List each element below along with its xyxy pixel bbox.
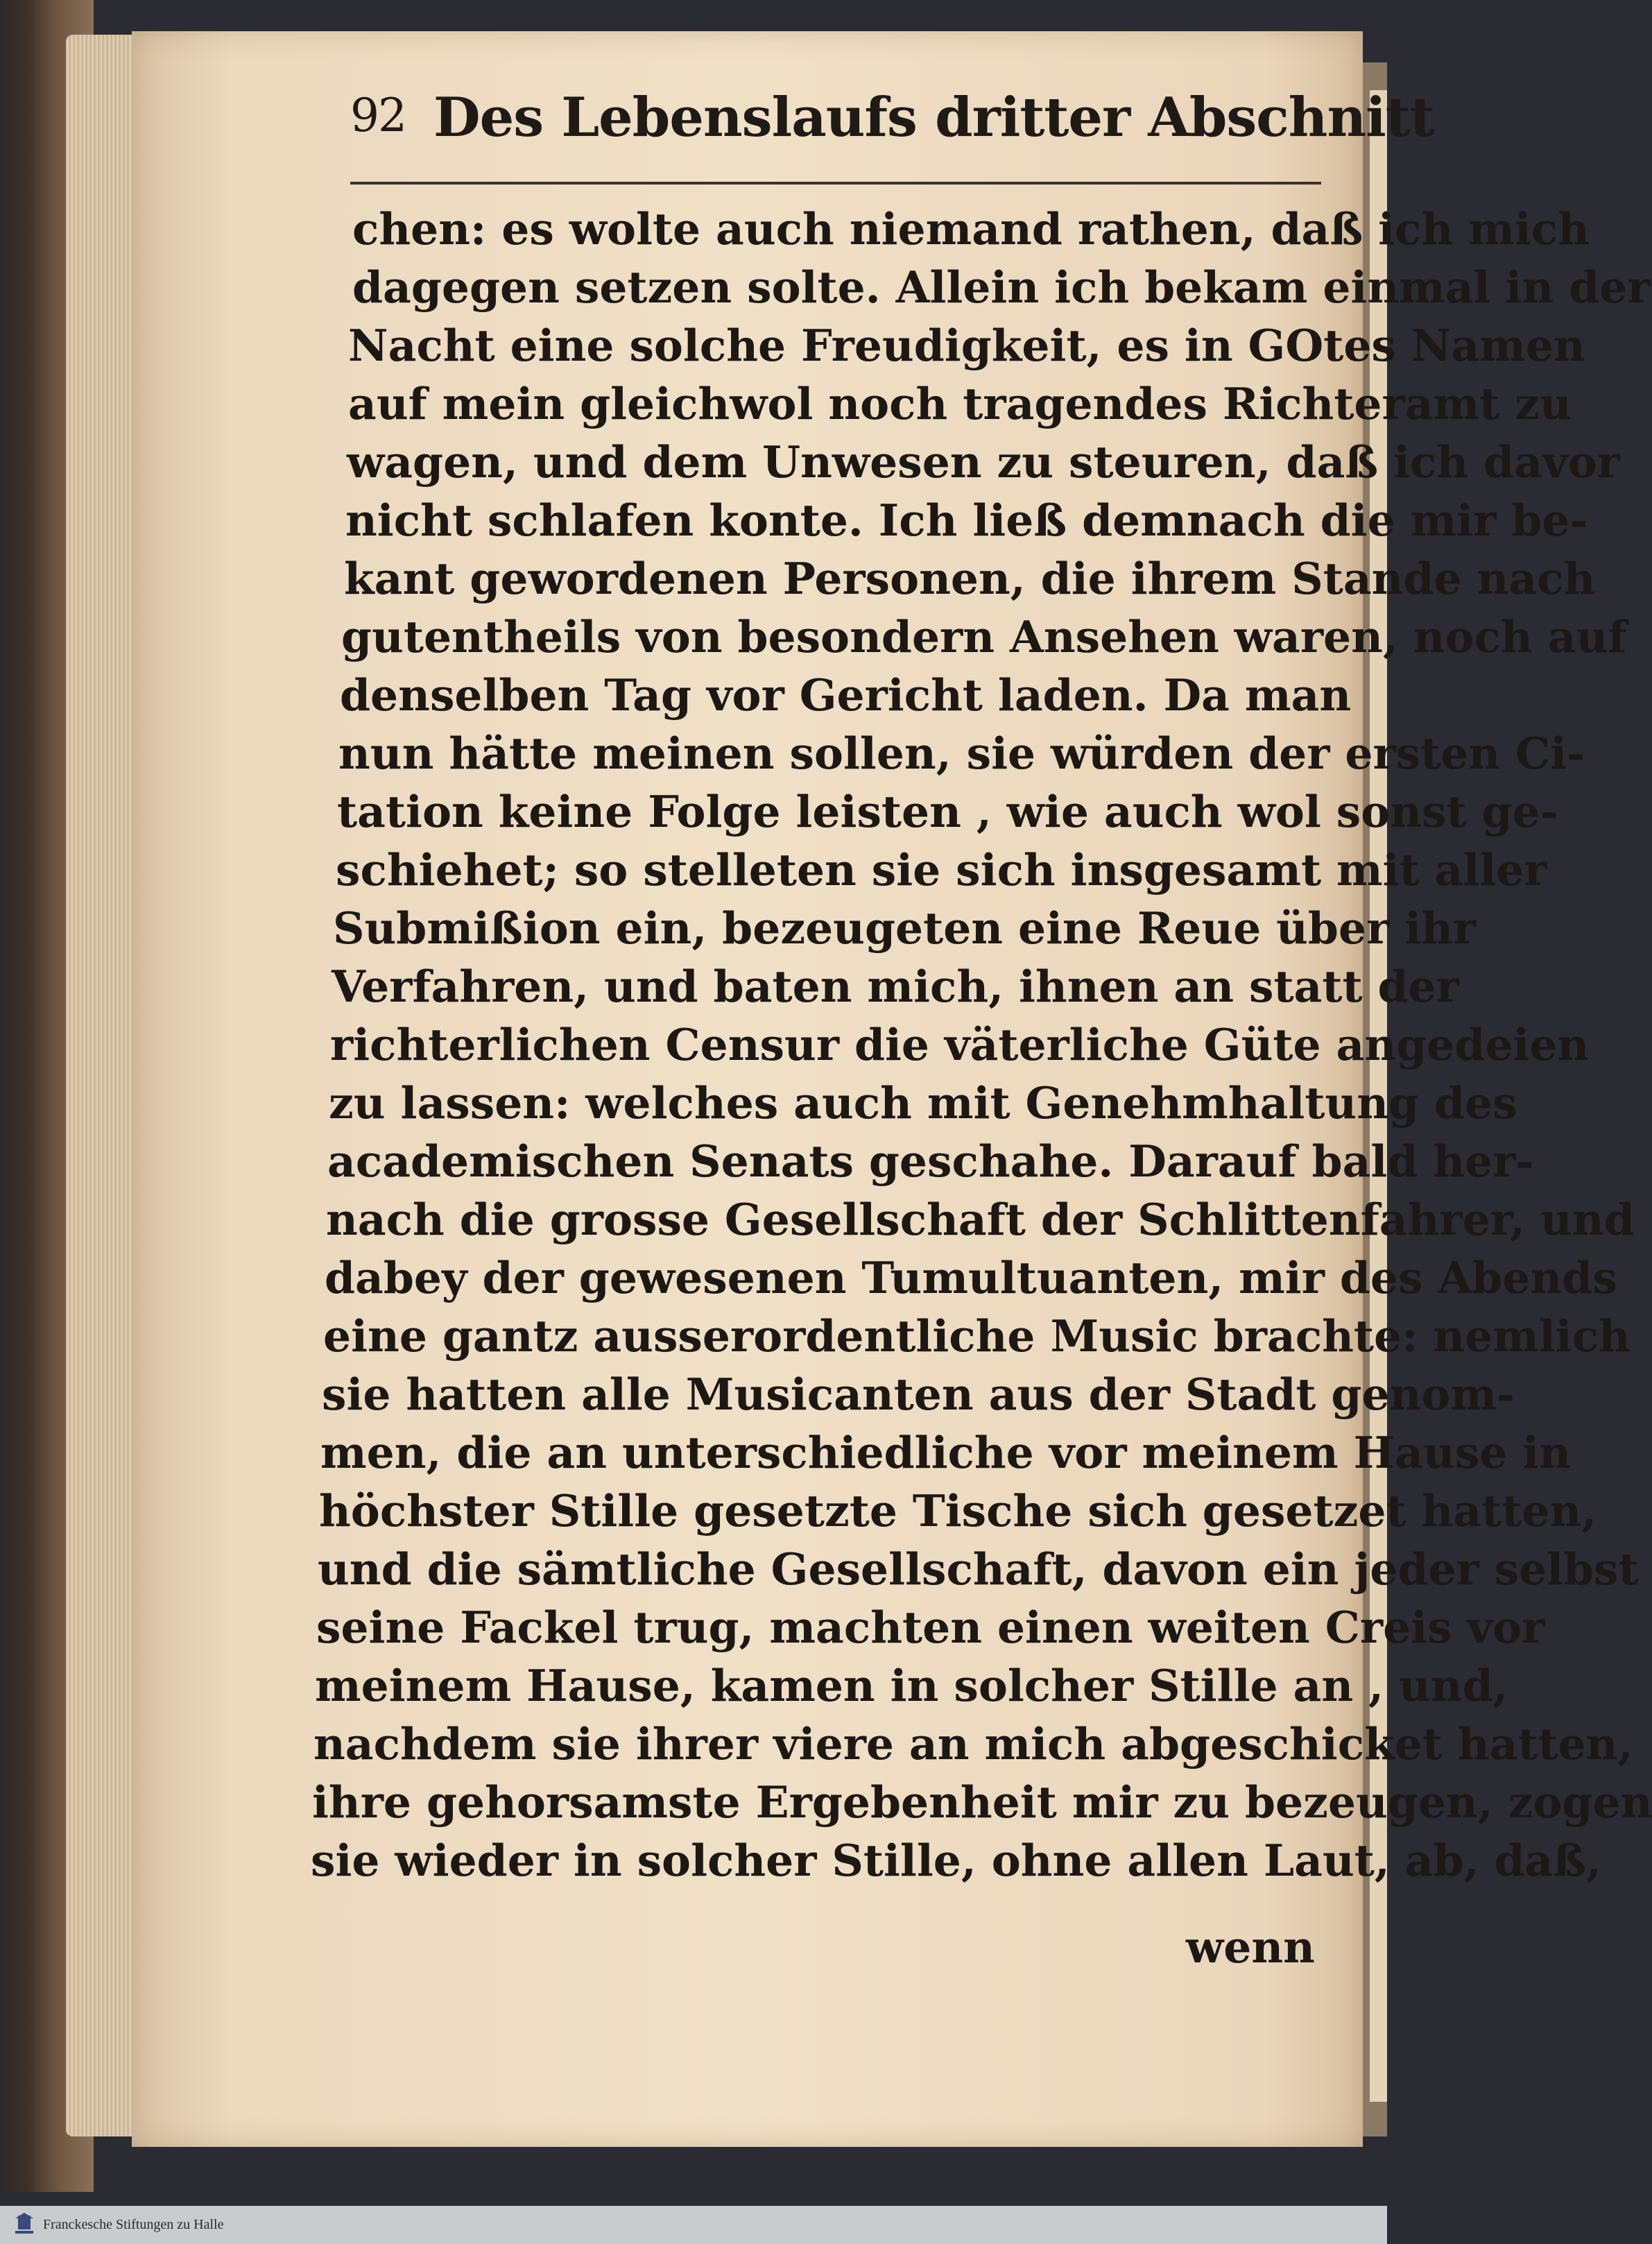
text-line: wagen, und dem Unwesen zu steuren, daß ich davor <box>347 436 1620 488</box>
text-line: Verfahren, und baten mich, ihnen an statt der <box>332 961 1459 1012</box>
text-line: dabey der gewesenen Tumultuanten, mir des Abends <box>325 1252 1617 1303</box>
text-line: auf mein gleichwol noch tragendes Richteramt zu <box>348 378 1572 429</box>
text-line: ihre gehorsamste Ergebenheit mir zu bezeugen, zogen <box>312 1776 1652 1828</box>
text-line: eine gantz ausserordentliche Music brachte: nemlich <box>323 1310 1631 1362</box>
text-line: Submißion ein, bezeugeten eine Reue über ihr <box>333 902 1477 954</box>
text-line: chen: es wolte auch niemand rathen, daß ich mich <box>352 203 1590 255</box>
catchword: wenn <box>1186 1921 1315 1973</box>
text-line: seine Fackel trug, machten einen weiten Creis vor <box>316 1602 1545 1653</box>
text-line: nun hätte meinen sollen, sie würden der ersten Ci- <box>338 728 1585 779</box>
text-line: tation keine Folge leisten , wie auch wol sonst ge- <box>337 786 1558 837</box>
text-line: sie hatten alle Musicanten aus der Stadt genom- <box>322 1369 1515 1420</box>
page-number: 92 <box>350 89 406 142</box>
text-line: und die sämtliche Gesellschaft, davon ein jeder selbst <box>318 1543 1639 1595</box>
running-title: Des Lebenslaufs dritter Abschnitt <box>433 86 1434 149</box>
text-line: nicht schlafen konte. Ich ließ demnach die mir be- <box>345 495 1588 546</box>
text-line: men, die an unterschiedliche vor meinem Hause in <box>320 1427 1571 1478</box>
text-line: nach die grosse Gesellschaft der Schlittenfahrer, und <box>326 1194 1635 1245</box>
text-line: zu lassen: welches auch mit Genehmhaltung des <box>329 1077 1517 1129</box>
text-line: academischen Senats geschahe. Darauf bald her- <box>327 1136 1534 1187</box>
text-line: Nacht eine solche Freudigkeit, es in GOtes Namen <box>348 320 1585 371</box>
text-line: höchster Stille gesetzte Tische sich gesetzet hatten, <box>319 1485 1597 1536</box>
text-line: nachdem sie ihrer viere an mich abgeschicket hatten, <box>313 1718 1633 1770</box>
text-line: gutentheils von besondern Ansehen waren, noch auf <box>341 611 1627 662</box>
institution-logo-icon <box>12 2213 36 2238</box>
text-line: sie wieder in solcher Stille, ohne allen Laut, ab, daß, <box>311 1835 1602 1886</box>
text-line: dagegen setzen solte. Allein ich bekam einmal in der <box>352 262 1651 313</box>
footer-institution: Franckesche Stiftungen zu Halle <box>43 2217 224 2232</box>
footer-bar <box>0 2206 1387 2244</box>
page-header <box>350 75 1434 158</box>
text-line: richterlichen Censur die väterliche Güte angedeien <box>330 1019 1590 1070</box>
text-line: kant gewordenen Personen, die ihrem Stande nach <box>344 553 1596 604</box>
text-line: denselben Tag vor Gericht laden. Da man <box>340 669 1352 721</box>
text-line: schiehet; so stelleten sie sich insgesamt mit aller <box>336 844 1547 896</box>
header-rule <box>350 182 1321 185</box>
text-line: meinem Hause, kamen in solcher Stille an , und, <box>315 1660 1508 1711</box>
